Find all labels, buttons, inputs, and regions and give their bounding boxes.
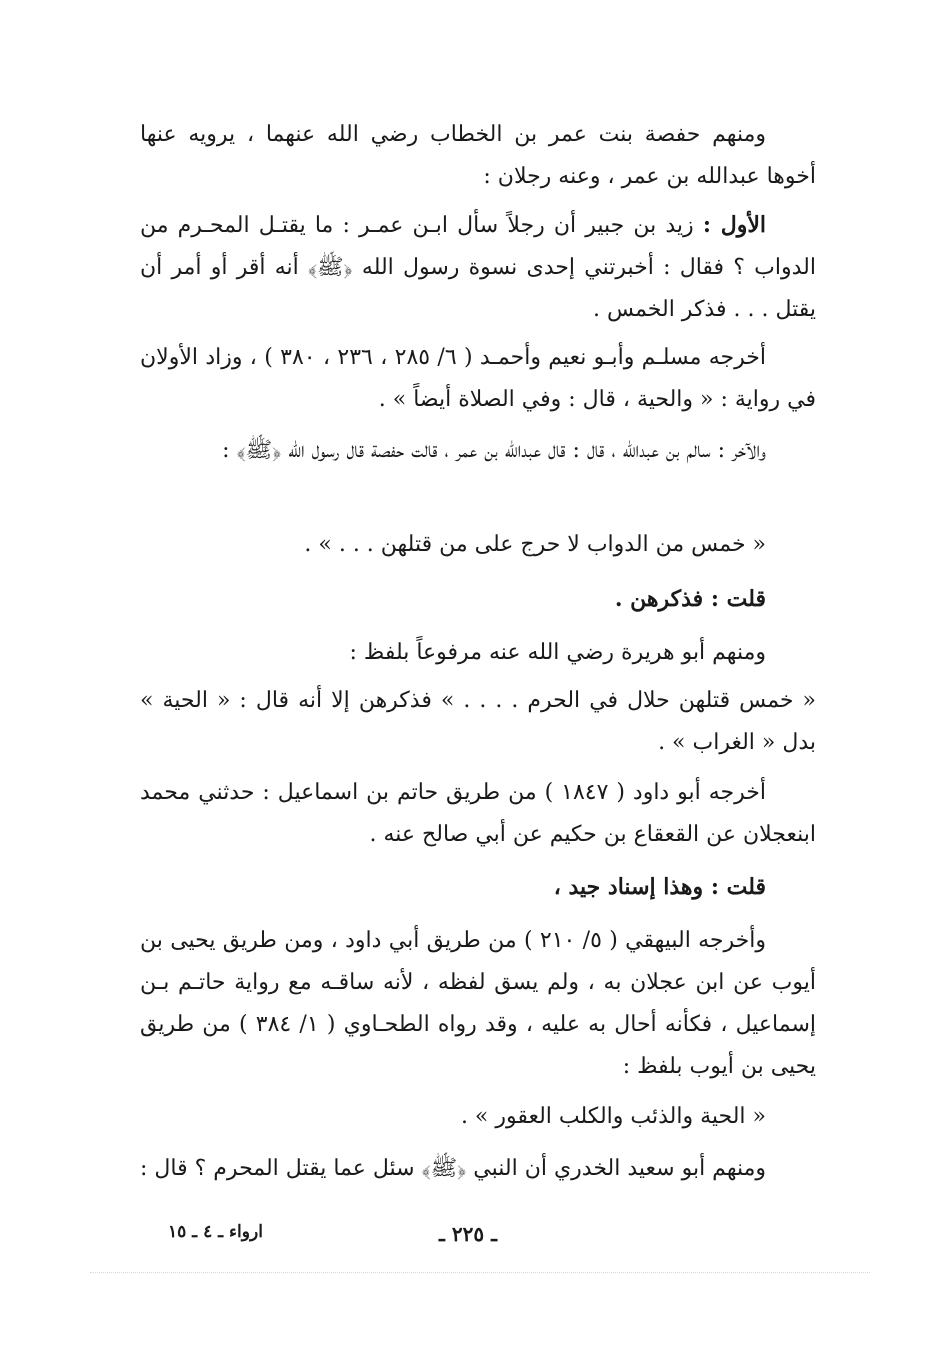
paragraph-abu-said: [140, 1148, 816, 1190]
footer-divider: [90, 1272, 870, 1273]
paragraph-text: ومنهم أبو سعيد الخدري أن النبي ﴿ﷺ﴾ سئل عما يقتل المحرم ؟ قال :: [140, 1156, 766, 1181]
paragraph-text: أخرجه أبو داود ( ١٨٤٧ ) من طريق حاتم بن اسماعيل : حدثني محمد ابنعجلان عن القعقاع بن حكيم عن أبي صالح عنه .: [140, 780, 816, 847]
paragraph-text: « الحية والذئب والكلب العقور » .: [460, 1104, 766, 1129]
paragraph-text: وأخرجه البيهقي ( ٥/ ٢١٠ ) من طريق أبي داود ، ومن طريق يحيى بن أيوب عن ابن عجلان به ، ولم يسق لفظه ، لأنه ساقـه مع رواية حاتـم بـن إسماعيل ، فكأنه أحال به عليه ، وقد رواه الطحـاوي ( ١/ ٣٨٤ ) من طريق يحيى بن أيوب بلفظ :: [140, 928, 817, 1079]
paragraph-comment: [140, 578, 816, 621]
page-number: ـ ٢٢٥ ـ: [439, 1222, 497, 1246]
paragraph-text: والآخر : سالم بن عبدالله ، قال : قال عبدالله بن عمر ، قالت حفصة قال رسول الله ﴿ﷺ﴾ :: [222, 438, 766, 463]
paragraph-text: قلت : فذكرهن .: [614, 586, 766, 612]
paragraph-hadith-quote: [140, 524, 816, 566]
paragraph-first-narrator: [140, 204, 816, 331]
paragraph-second-narrator: [140, 430, 816, 472]
paragraph-muslim-takhrij: [140, 337, 816, 421]
paragraph-hadith-quote-3: [140, 1096, 816, 1138]
paragraph-text: أخرجه مسلـم وأبـو نعيم وأحمـد ( ٦/ ٢٨٥ ، ٢٣٦ ، ٣٨٠ ) ، وزاد الأولان في رواية : « والحية ، قال : وفي الصلاة أيضاً » .: [140, 345, 816, 412]
paragraph-text: ومنهم أبو هريرة رضي الله عنه مرفوعاً بلفظ :: [349, 640, 766, 665]
paragraph-text: ومنهم حفصة بنت عمر بن الخطاب رضي الله عنهما ، يرويه عنها أخوها عبدالله بن عمر ، وعنه رجلان :: [140, 122, 816, 189]
paragraph-abu-hurayra: [140, 632, 816, 674]
paragraph-lead: الأول :: [702, 212, 766, 238]
paragraph-text: « خمس من الدواب لا حرج على من قتلهن . . . » .: [304, 532, 766, 557]
paragraph-text: قلت : وهذا إسناد جيد ،: [553, 874, 766, 900]
paragraph-bayhaqi: [140, 920, 816, 1088]
paragraph-isnad-comment: [140, 866, 816, 909]
paragraph-text: « خمس قتلهن حلال في الحرم . . . . » فذكرهن إلا أنه قال : « الحية » بدل « الغراب » .: [140, 688, 816, 755]
paragraph-text: زيد بن جبير أن رجلاً سأل ابـن عمـر : ما يقتـل المحـرم من الدواب ؟ فقال : أخبرتني إحدى نسوة رسول الله ﴿ﷺ﴾ أنه أقر أو أمر أن يقتل . . . فذكر الخمس .: [140, 213, 816, 322]
printer-signature: ارواء ـ ٤ ـ ١٥: [168, 1222, 263, 1242]
paragraph-abu-dawud: [140, 772, 816, 856]
paragraph-hafsa: [140, 114, 816, 198]
paragraph-hadith-quote-2: [140, 680, 816, 764]
